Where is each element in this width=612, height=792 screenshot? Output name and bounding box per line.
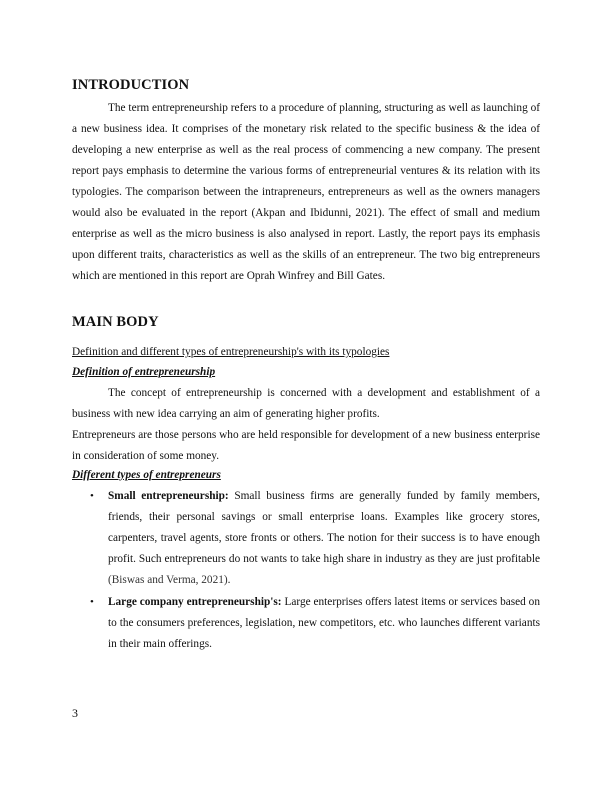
- list-item-citation: (Biswas and Verma, 2021): [108, 574, 228, 586]
- list-item: [72, 592, 540, 655]
- introduction-paragraph: The term entrepreneurship refers to a procedure of planning, structuring as well as launching of a new business idea. It comprises of the monetary risk related to the specific business & the idea of developing a new enterprise as well as the real process of commencing a new company. The present report pays emphasis to determine the various forms of entrepreneurial ventures & its relation with its typologies. The comparison between the intrapreneurs, entrepreneurs as well as the owners managers would also be evaluated in the report (Akpan and Ibidunni, 2021). The effect of small and medium enterprise as well as the micro business is also analysed in report. Lastly, the report pays its emphasis upon different traits, characteristics as well as the skills of an entrepreneur. The two big entrepreneurs which are mentioned in this report are Oprah Winfrey and Bill Gates.: [72, 102, 540, 282]
- section-title: Definition and different types of entrepreneurship's with its typologies: [72, 346, 390, 358]
- list-item-end: .: [227, 574, 231, 586]
- list-item-text: Small business firms are generally funded by family members, friends, their personal savings or small enterprise loans. Examples like grocery stores, carpenters, travel agents, store fronts or others. The notion for their success is to have enough profit. Such entrepreneurs do not wants to take high share in industry as they are just profitable: [108, 490, 541, 565]
- list-item: [72, 486, 540, 591]
- bullet-icon: •: [90, 596, 94, 608]
- definition-subheading: Definition of entrepreneurship: [72, 366, 216, 378]
- list-item-text: Large enterprises offers latest items or services based on to the consumers preferences, legislation, new competitors, etc. who launches different variants in their main offerings.: [108, 596, 540, 650]
- definition-paragraph-2: Entrepreneurs are those persons who are held responsible for development of a new business enterprise in consideration of some money.: [72, 429, 540, 462]
- definition-paragraph-1: The concept of entrepreneurship is concerned with a development and establishment of a business with new idea carrying an aim of generating higher profits.: [72, 387, 540, 420]
- bullet-icon: •: [90, 490, 94, 502]
- page-number: 3: [72, 706, 78, 720]
- list-item-term: Large company entrepreneurship's:: [108, 596, 282, 608]
- main-body-heading: MAIN BODY: [72, 314, 159, 330]
- types-subheading: Different types of entrepreneurs: [72, 469, 221, 481]
- entrepreneur-types-list: [72, 486, 540, 655]
- list-item-term: Small entrepreneurship:: [108, 490, 229, 502]
- introduction-heading: INTRODUCTION: [72, 77, 190, 93]
